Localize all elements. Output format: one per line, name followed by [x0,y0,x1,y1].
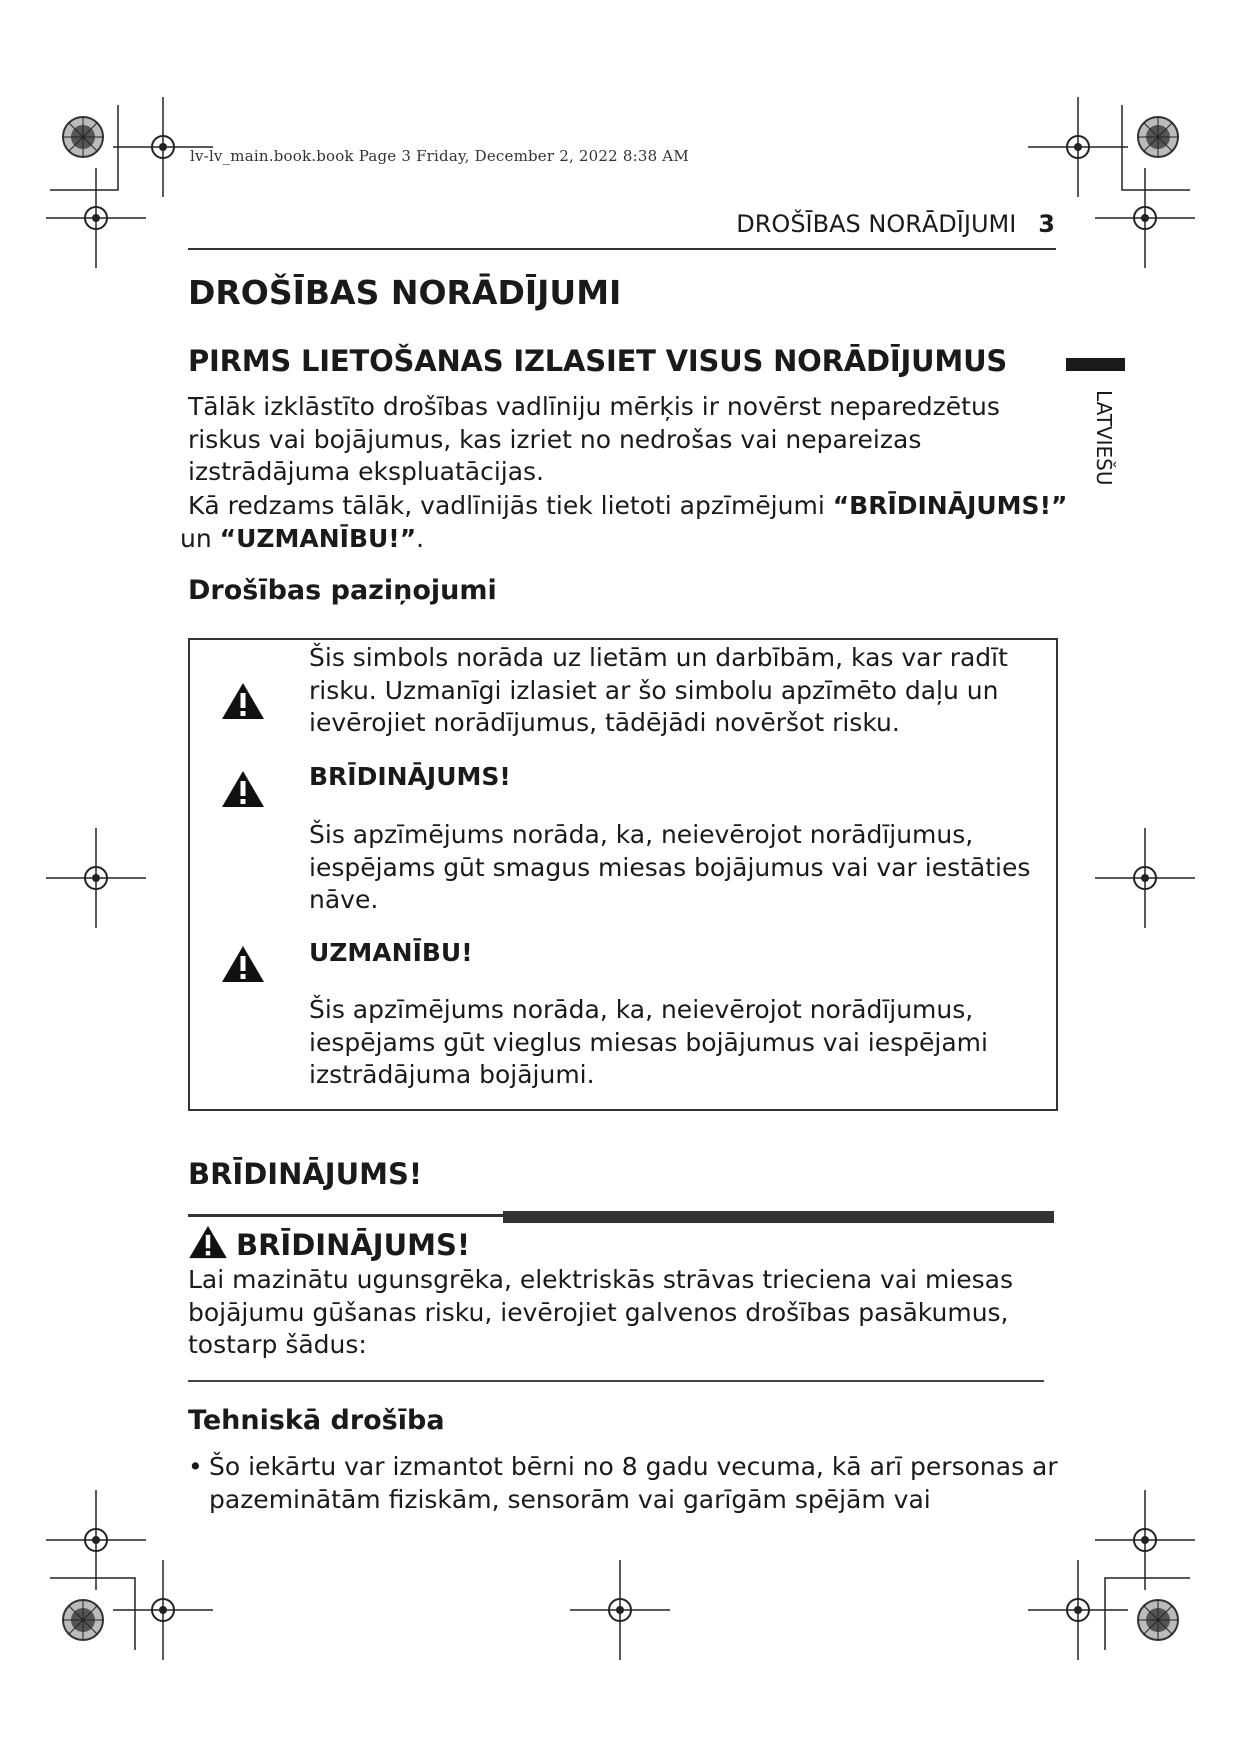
warning-triangle-icon [221,770,265,808]
warning-triangle-icon [221,682,265,720]
language-tab-label: LATVIEŠU [1092,390,1116,486]
registration-rosette-icon [1138,1600,1178,1640]
list-item [188,1451,1079,1516]
term-warning: “BRĪDINĀJUMS!” [832,491,1068,520]
symbol-description: Šis simbols norāda uz lietām un darbībām, kas var radīt risku. Uzmanīgi izlasiet ar šo simbolu apzīmēto daļu un ievērojiet norādījumus, tādējādi novēršot risku. [309,643,1008,737]
warning-box-title-text: BRĪDINĀJUMS! [236,1228,471,1262]
registration-crosshair-icon [1095,168,1195,268]
registration-rosette-icon [63,117,103,157]
warning-section-heading: BRĪDINĀJUMS! [188,1157,423,1191]
warning-bar-thin [188,1214,503,1217]
language-tab-marker [1066,358,1125,371]
registration-crosshair-icon [46,168,146,268]
intro-terms-end: . [416,523,425,553]
intro-paragraph: Tālāk izklāstīto drošības vadlīniju mērķis ir novērst neparedzētus riskus vai bojājumus, kas izriet no nedrošas vai nepareizas izstrādājuma ekspluatācijas. [188,392,1000,486]
term-caution: “UZMANĪBU!” [219,523,417,553]
warning-box-text: Lai mazinātu ugunsgrēka, elektriskās strāvas trieciena vai miesas bojājumu gūšanas risku, ievērojiet galvenos drošības pasākumus, tostarp šādus: [188,1265,1014,1359]
list-item-text: Šo iekārtu var izmantot bērni no 8 gadu vecuma, kā arī personas ar pazeminātām fiziskām, sensorām vai garīgām spējām vai [209,1452,1058,1514]
page-number: 3 [1038,210,1055,238]
registration-crosshair-icon [1095,1490,1195,1590]
registration-crosshair-icon [1095,828,1195,928]
registration-crosshair-icon [46,828,146,928]
warning-description: Šis apzīmējums norāda, ka, neievērojot norādījumus, iespējams gūt smagus miesas bojājumus vai var iestāties nāve. [309,820,1031,914]
running-header-title: DROŠĪBAS NORĀDĪJUMI [736,210,1017,238]
registration-crosshair-icon [1028,97,1128,197]
registration-crosshair-icon [1028,1560,1128,1660]
caution-label: UZMANĪBU! [309,938,473,967]
warning-label: BRĪDINĀJUMS! [309,762,511,791]
warning-triangle-icon [188,1225,228,1259]
book-file-info: lv-lv_main.book.book Page 3 Friday, December 2, 2022 8:38 AM [190,147,689,165]
registration-rosette-icon [1138,117,1178,157]
section-subtitle: PIRMS LIETOŠANAS IZLASIET VISUS NORĀDĪJUMUS [188,344,1008,378]
registration-crosshair-icon [113,1560,213,1660]
warning-box-rule [188,1380,1044,1382]
page-title: DROŠĪBAS NORĀDĪJUMI [188,273,622,312]
warning-bar-thick [503,1211,1054,1223]
registration-rosette-icon [63,1600,103,1640]
warning-box-title [188,1225,470,1262]
registration-crosshair-icon [46,1490,146,1590]
intro-terms-text: Kā redzams tālāk, vadlīnijās tiek lietoti apzīmējumi [188,491,833,520]
running-header [720,210,1055,238]
header-rule [188,248,1056,250]
caution-description: Šis apzīmējums norāda, ka, neievērojot norādījumus, iespējams gūt vieglus miesas bojājumus vai iespējami izstrādājuma bojājumi. [309,995,988,1089]
safety-notices-heading: Drošības paziņojumi [188,575,497,606]
registration-crosshair-icon [570,1560,670,1660]
caution-triangle-icon [221,945,265,983]
intro-terms-and: un [180,523,220,553]
technical-safety-heading: Tehniskā drošība [188,1405,445,1436]
intro-terms-paragraph [180,490,1068,555]
bullet-marker: • [188,1452,203,1481]
